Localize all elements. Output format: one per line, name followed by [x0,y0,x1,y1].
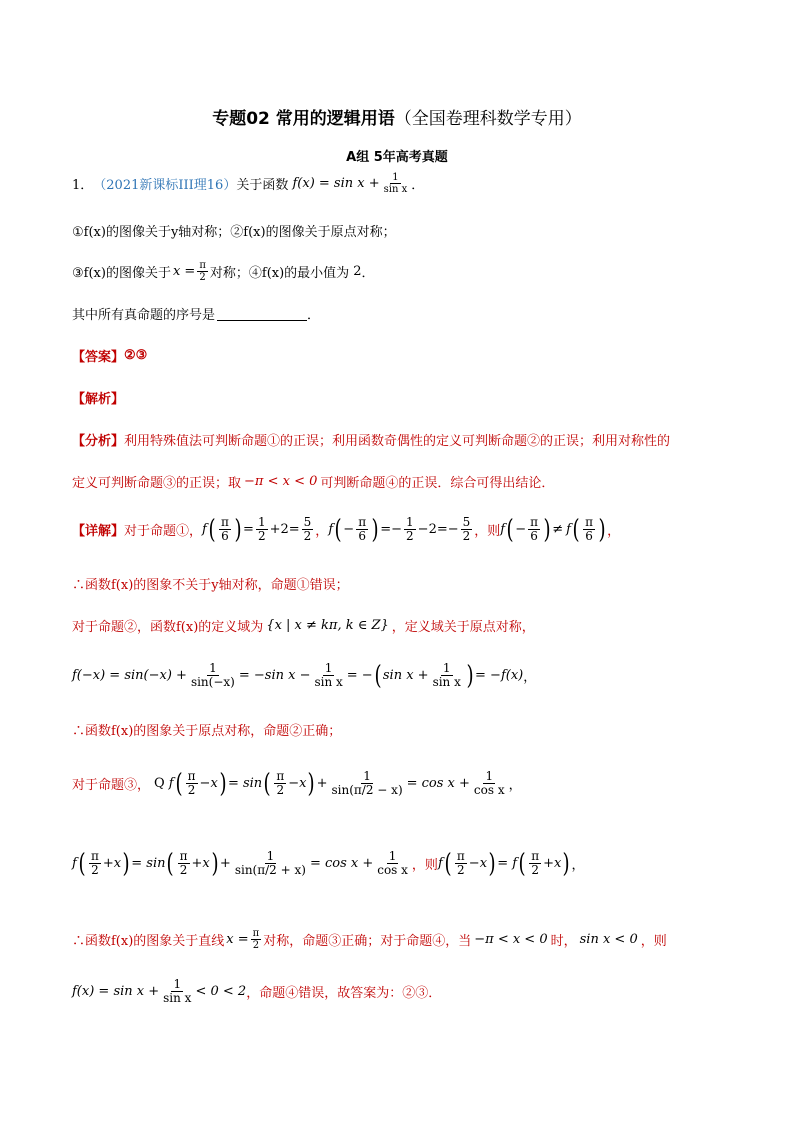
section-subtitle: A组 5年高考真题 [346,150,448,165]
fenxi-line-2: 定义可判断命题③的正误；取 −π < x < 0 可判断命题④的正误．综合可得出结论． [72,474,555,491]
odd-function-equation: f(−x) = sin(−x) + $\frac{1}{\sin(-x)}$ = −sin x − $\frac{1}{\text{sin x}}$ = − ( sin x + $\frac{1}{\text{sin x}}$ ) = −f(x) ， [72,660,537,691]
question-source: （2021新课标III理16） [93,178,237,193]
page-title [0,104,794,129]
answer-line [72,346,147,365]
detail-line-3b: f ( $\frac{\pi}{2}$ +x ) = sin ( $\frac{\pi}{2}$ +x ) + $\frac{1}{\sin(\pi/2 + x)}$ = cos x + $\frac{1}{\text{cos x}}$ ，则 f ( $\frac{\pi}{2}$ −x ) = f ( $\frac{\pi}{2}$ +x ) ， [72,848,585,879]
conclusion-2: ∴函数f(x)的图象关于原点对称，命题②正确； [72,724,342,739]
fenxi-line-1: 【分析】 利用特殊值法可判断命题①的正误；利用函数奇偶性的定义可判断命题②的正误；利用对称性的 [72,434,671,449]
conclusion-3: ∴函数f(x)的图象关于直线 x = $\frac{\pi}{2}$ 对称，命题③正确；对于命题④，当 −π < x < 0 时， sin x < 0 ，则 [72,928,667,951]
title-main: 专题02 常用的逻辑用语 [212,109,395,129]
question-number: 1． [72,178,94,193]
conclusion-1: ∴函数f(x)的图象不关于y轴对称，命题①错误； [72,578,349,593]
answer-label: 【答案】 [72,350,125,365]
answer-blank [217,306,307,321]
statements-3-4: ③f(x)的图像关于 x = $\frac{\pi}{2}$ 对称；④f(x)的最小值为 2 ． [72,260,375,283]
fraction-1-over-sinx: $\frac{1}{\text{sin x}}$ [383,172,408,195]
question-ask: 其中所有真命题的序号是 ． [72,308,321,323]
detail-line-2: 对于命题②，函数f(x)的定义域为 {x | x ≠ kπ, k ∈ Z} ，定义域关于原点对称， [72,618,535,635]
question-1: 1． （2021新课标III理16） 关于函数 f(x) = sin x + $\frac{1}{\text{sin x}}$ ． [72,172,425,195]
detail-line-3: 对于命题③， Q f ( $\frac{\pi}{2}$ −x ) = sin ( $\frac{\pi}{2}$ −x ) + $\frac{1}{\sin(\pi/2 - x)}$ = cos x + $\frac{1}{\text{cos x}}$ ， [72,768,522,799]
title-note: （全国卷理科数学专用） [394,109,582,129]
function-definition: f(x) = sin x + [288,176,380,191]
final-line: f(x) = sin x + $\frac{1}{\text{sin x}}$ < 0 < 2 ，命题④错误，故答案为：②③． [72,977,442,1006]
detail-line-1: 【详解】 对于命题①， f ( $\frac{\pi}{6}$ ) = $\frac{1}{2}$ +2= $\frac{5}{2}$ ， f ( − $\frac{\pi}{6}$ ) =− $\frac{1}{2}$ −2=− $\frac{5}{2}$ ，则 f ( − $\frac{\pi}{6}$ ) ≠ f ( $\frac{\pi}{6}$ ) ， [72,514,621,545]
analysis-label: 【解析】 [72,392,125,407]
question-intro: 关于函数 [236,178,289,193]
answer-value: ②③ [124,348,148,363]
statements-1-2: ①f(x)的图像关于y轴对称；②f(x)的图像关于原点对称； [72,225,396,240]
